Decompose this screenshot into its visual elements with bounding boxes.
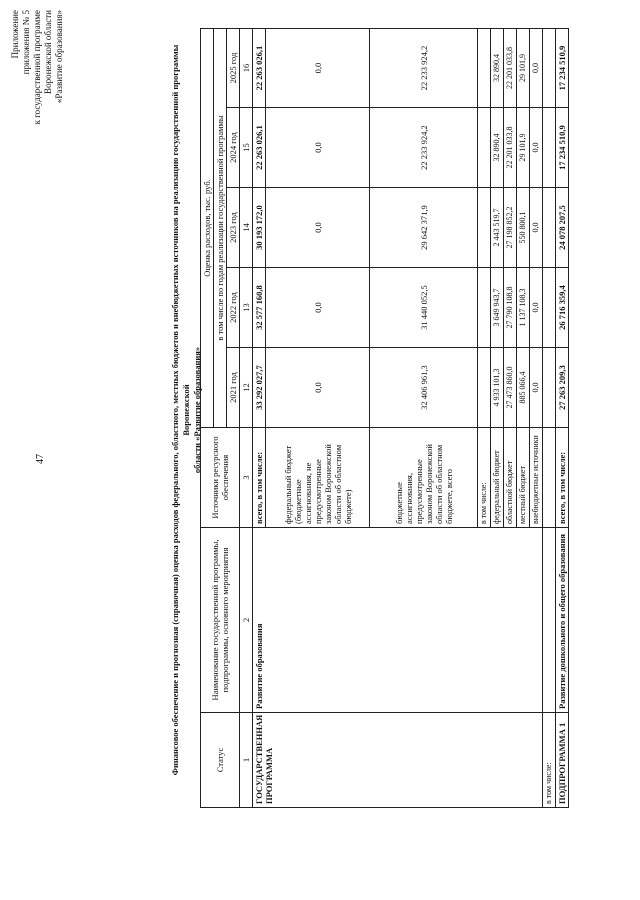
table-cell: 885 066,4	[517, 348, 530, 428]
col-number: 12	[240, 348, 253, 428]
table-cell: 550 800,1	[517, 188, 530, 268]
table-cell: 22 233 924,2	[370, 108, 478, 188]
table-cell	[543, 348, 556, 428]
row-label: федеральный бюджет (бюджетные ассигнования, не предусмотренные законом Воронежской области об областном бюджете)	[266, 428, 370, 528]
table-cell	[543, 528, 556, 713]
header-estimate: Оценка расходов, тыс. руб.	[201, 28, 214, 427]
table-cell	[543, 28, 556, 107]
table-cell: 0,0	[530, 348, 543, 428]
table-cell: 0,0	[530, 28, 543, 107]
table-cell: 30 193 172,0	[253, 188, 266, 268]
title-line: Финансовое обеспечение и прогнозная (справочная) оценка расходов федерального, областного, местных бюджетов и внебюджетных источников на реализацию государственной программы Воронежской	[170, 44, 191, 776]
row-label: в том числе:	[478, 428, 491, 528]
table-cell: 27 473 860,0	[504, 348, 517, 428]
appendix-line: Воронежской области	[43, 10, 53, 94]
table-cell	[478, 108, 491, 188]
table-cell: 29 101,9	[517, 28, 530, 107]
table-cell	[543, 268, 556, 348]
col-number: 15	[240, 108, 253, 188]
table-cell: 22 263 026,1	[253, 108, 266, 188]
col-number: 16	[240, 28, 253, 107]
year-2024: 2024 год	[227, 108, 240, 188]
table-cell	[478, 348, 491, 428]
subprogram-status: ПОДПРОГРАММА 1	[556, 713, 569, 808]
table-cell: 0,0	[266, 108, 370, 188]
table-cell: 2 443 519,7	[491, 188, 504, 268]
table-cell: 29 642 371,9	[370, 188, 478, 268]
table-cell	[478, 188, 491, 268]
table-cell: 31 440 052,5	[370, 268, 478, 348]
table-cell	[543, 108, 556, 188]
table-cell: 22 201 033,8	[504, 28, 517, 107]
table-cell: 17 234 510,9	[556, 28, 569, 107]
program-status: ГОСУДАРСТВЕННАЯ ПРОГРАММА	[253, 713, 543, 808]
table-cell: 4 933 101,3	[491, 348, 504, 428]
appendix-line: к государственной программе	[32, 10, 42, 125]
table-cell: 0,0	[530, 108, 543, 188]
table-row	[253, 28, 266, 807]
table-cell: 24 078 207,5	[556, 188, 569, 268]
year-2025: 2025 год	[227, 28, 240, 107]
header-name: Наименование государственной программы, подпрограммы, основного мероприятия	[201, 528, 240, 713]
table-cell: 29 101,9	[517, 108, 530, 188]
table-cell: 32 890,4	[491, 28, 504, 107]
table-cell: 22 201 033,8	[504, 108, 517, 188]
table-cell	[543, 188, 556, 268]
col-number: 14	[240, 188, 253, 268]
table-cell: 33 292 027,7	[253, 348, 266, 428]
row-label: федеральный бюджет	[491, 428, 504, 528]
header-source: Источники ресурсного обеспечения	[201, 428, 240, 528]
table-cell: 22 233 924,2	[370, 28, 478, 107]
table-cell: 32 406 961,3	[370, 348, 478, 428]
header-by-years: в том числе по годам реализации государственной программы	[214, 28, 227, 427]
appendix-block	[10, 10, 65, 250]
table-cell: 27 790 108,8	[504, 268, 517, 348]
finance-table	[200, 28, 569, 808]
col-number: 1	[240, 713, 253, 808]
incl-label: в том числе:	[543, 713, 556, 808]
table-cell: 27 198 852,2	[504, 188, 517, 268]
title-line: области «Развитие образования»	[192, 346, 202, 474]
table-cell	[478, 268, 491, 348]
row-label: всего, в том числе:	[556, 428, 569, 528]
table-row	[556, 28, 569, 807]
subprogram-name: Развитие дошкольного и общего образования	[556, 528, 569, 713]
row-label: бюджетные ассигнования, предусмотренные законом Воронежской области об областном бюджете, всего	[370, 428, 478, 528]
table-cell: 0,0	[530, 268, 543, 348]
table-cell: 0,0	[530, 188, 543, 268]
row-label: областной бюджет	[504, 428, 517, 528]
table-cell: 26 716 359,4	[556, 268, 569, 348]
col-number: 13	[240, 268, 253, 348]
document-title	[170, 30, 203, 790]
header-status: Статус	[201, 713, 240, 808]
appendix-line: приложения № 5	[21, 10, 31, 75]
appendix-line: Приложение	[10, 10, 20, 59]
table-cell: 32 577 160,8	[253, 268, 266, 348]
col-number: 2	[240, 528, 253, 713]
table-cell: 32 890,4	[491, 108, 504, 188]
table-cell: 3 649 943,7	[491, 268, 504, 348]
table-row	[543, 28, 556, 807]
row-label: внебюджетные источники	[530, 428, 543, 528]
appendix-line: «Развитие образования»	[54, 10, 64, 104]
col-number: 3	[240, 428, 253, 528]
row-label: местный бюджет	[517, 428, 530, 528]
table-cell: 0,0	[266, 188, 370, 268]
table-cell: 0,0	[266, 28, 370, 107]
table-cell: 27 263 209,3	[556, 348, 569, 428]
table-cell: 1 137 108,3	[517, 268, 530, 348]
table-cell: 0,0	[266, 348, 370, 428]
header-row	[201, 28, 214, 807]
page-number: 47	[35, 454, 46, 464]
program-name: Развитие образования	[253, 528, 543, 713]
column-numbers-row	[240, 28, 253, 807]
table-cell: 0,0	[266, 268, 370, 348]
table-cell: 22 263 026,1	[253, 28, 266, 107]
year-2021: 2021 год	[227, 348, 240, 428]
table-cell	[543, 428, 556, 528]
table-cell: 17 234 510,9	[556, 108, 569, 188]
year-2023: 2023 год	[227, 188, 240, 268]
row-label: всего, в том числе:	[253, 428, 266, 528]
year-2022: 2022 год	[227, 268, 240, 348]
table-cell	[478, 28, 491, 107]
